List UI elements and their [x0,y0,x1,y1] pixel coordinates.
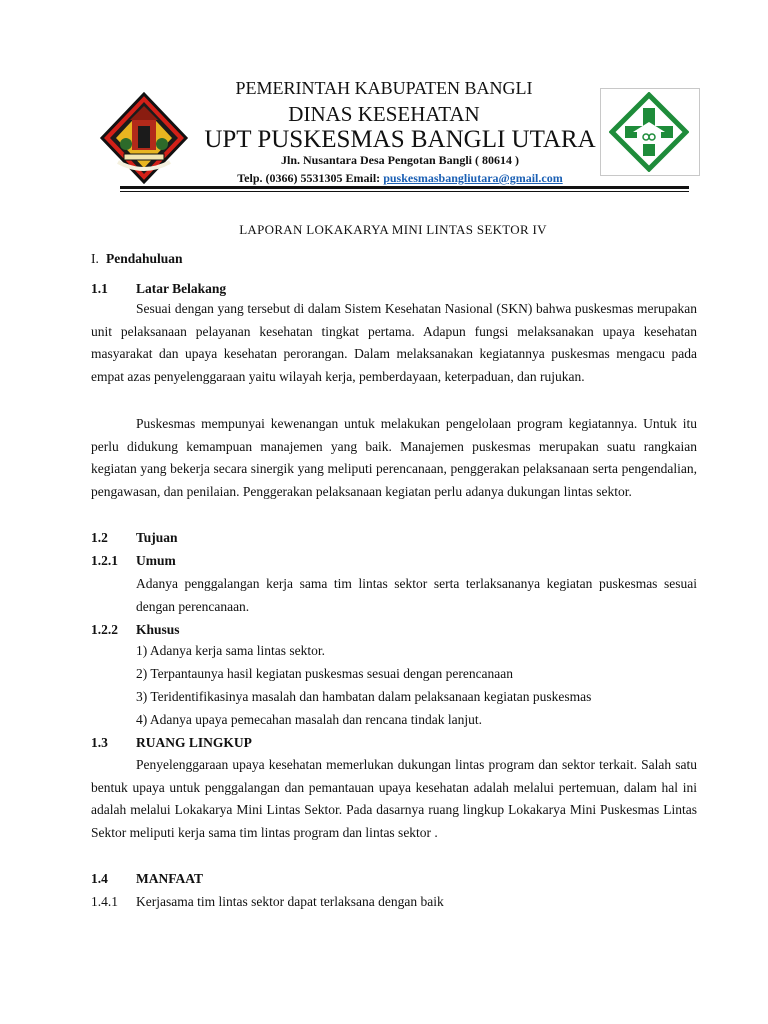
section-1-4-number: 1.4 [91,871,108,886]
section-1-2-2-number: 1.2.2 [91,622,118,637]
contact-line [0,171,768,186]
email-link[interactable]: puskesmasbangliutara@gmail.com [383,171,563,185]
section-1-4-heading: MANFAAT [136,871,203,886]
section-1-4-1-number: 1.4.1 [91,894,118,909]
contact-prefix: Telp. (0366) 5531305 Email: [237,171,384,185]
paragraph-ruang-lingkup: Penyelenggaraan upaya kesehatan memerlukan dukungan lintas program dan sektor terkait. Salah satu bentuk upaya untuk penggalangan dan pemantauan upaya kesehatan adalah melalui pertemuan, dalam hal ini adalah melalui Lokakarya Mini Lintas Sektor. Pada dasarnya ruang lingkup Lokakarya Mini Puskesmas Lintas Sektor meliputi kerja sama tim lintas program dan lintas sektor . [91,757,697,841]
institution-name: UPT PUSKESMAS BANGLI UTARA [204,126,596,153]
paragraph-latar-belakang-1: Sesuai dengan yang tersebut di dalam Sistem Kesehatan Nasional (SKN) bahwa puskesmas merupakan unit pelaksanaan pelayanan kesehatan tingkat pertama. Adapun fungsi melaksanakan upaya kesehatan masyarakat dan upaya kesehatan perorangan. Dalam melaksanakan kegiatannya puskesmas mengacu pada empat azas penyelenggaraan yaitu wilayah kerja, pemberdayaan, keterpaduan, dan rujukan. [91,301,697,385]
header-rule-thin [120,191,689,192]
khusus-item: 3) Teridentifikasinya masalah dan hambatan dalam pelaksanaan kegiatan puskesmas [136,689,592,704]
paragraph-latar-belakang-2: Puskesmas mempunyai kewenangan untuk melakukan pengelolaan program kegiatannya. Untuk itu perlu didukung kemampuan manajemen yang baik. Manajemen puskesmas merupakan suatu rangkaian kegiatan yang bekerja secara sinergik yang meliputi perencanaan, penggerakan pelaksanaan serta pengendalian, pengawasan, dan penilaian. Penggerakan pelaksanaan kegiatan perlu adanya dukungan lintas sektor. [91,416,697,500]
section-1-3-number: 1.3 [91,735,108,750]
header-rule-thick [120,186,689,189]
section-1-1-heading: Latar Belakang [136,281,227,296]
section-1-number: I. [91,251,99,266]
section-1-2-2-heading: Khusus [136,622,180,637]
section-1-1-number: 1.1 [91,281,108,296]
umum-text: Adanya penggalangan kerja sama tim lintas sektor serta terlaksananya kegiatan puskesmas sesuai dengan perencanaan. [136,576,697,614]
govt-name: PEMERINTAH KABUPATEN BANGLI [235,78,533,98]
section-1-3-heading: RUANG LINGKUP [136,735,252,750]
address: Jln. Nusantara Desa Pengotan Bangli ( 80614 ) [280,153,519,167]
khusus-item: 4) Adanya upaya pemecahan masalah dan rencana tindak lanjut. [136,712,482,727]
section-1-4-1-text: Kerjasama tim lintas sektor dapat terlaksana dengan baik [136,894,444,909]
khusus-item: 2) Terpantaunya hasil kegiatan puskesmas sesuai dengan perencanaan [136,666,514,681]
section-1-2-1-number: 1.2.1 [91,553,118,568]
khusus-item: 1) Adanya kerja sama lintas sektor. [136,643,325,658]
section-1-heading: Pendahuluan [106,251,183,266]
section-1-2-1-heading: Umum [136,553,176,568]
report-title: LAPORAN LOKAKARYA MINI LINTAS SEKTOR IV [239,222,547,237]
department-name: DINAS KESEHATAN [288,102,480,126]
section-1-2-number: 1.2 [91,530,108,545]
section-1-2-heading: Tujuan [136,530,178,545]
